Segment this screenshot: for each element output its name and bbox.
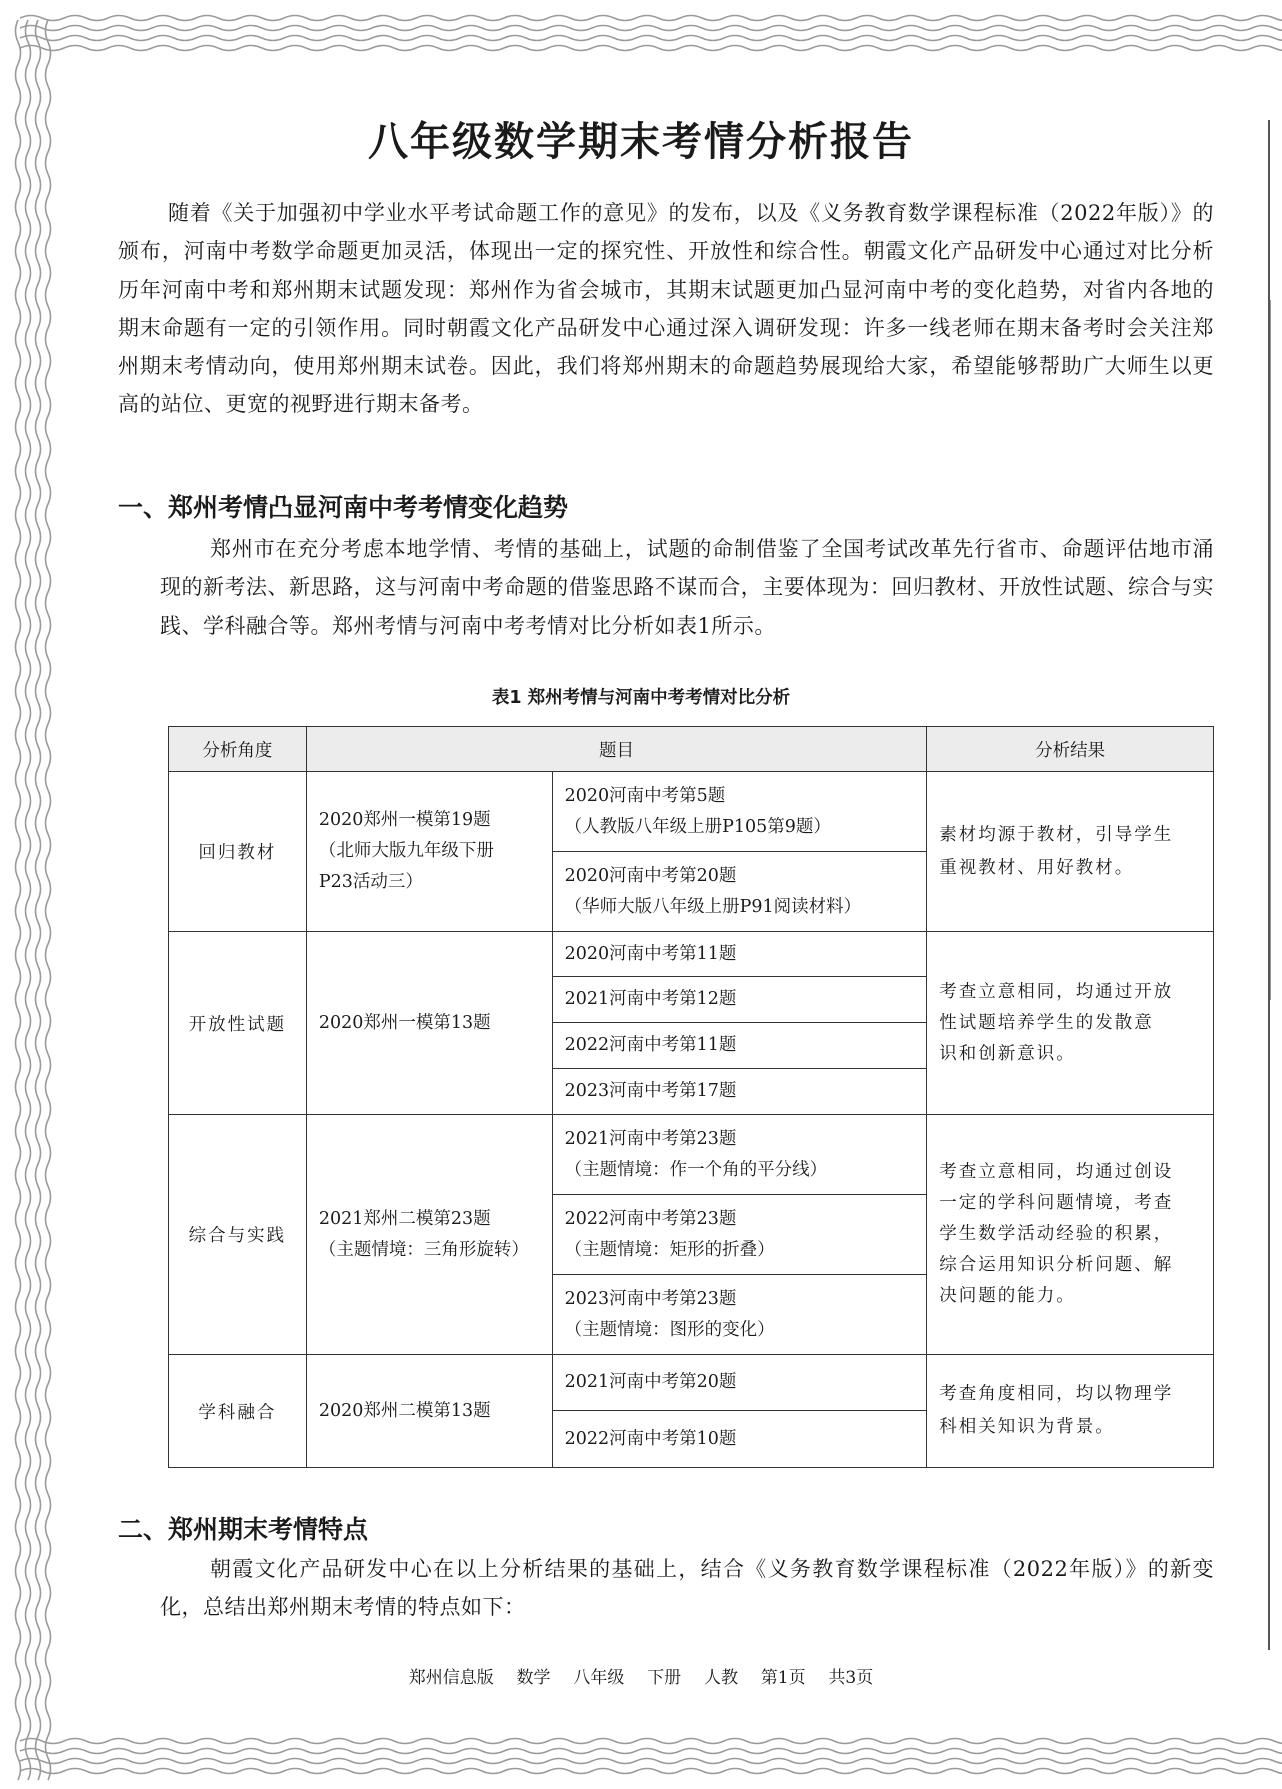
zhengzhou-cell [306,1355,552,1468]
result-line: 考查立意相同，均通过开放 [939,981,1174,1002]
section1-heading: 一、郑州考情凸显河南中考考情变化趋势 [118,493,569,522]
henan-line: 2021河南中考第23题 [564,1128,737,1149]
henan-cell: 2021河南中考第12题 [552,977,927,1023]
henan-cell [552,772,927,852]
intro-paragraph: 随着《关于加强初中学业水平考试命题工作的意见》的发布，以及《义务教育数学课程标准（2022年版）》的颁布，河南中考数学命题更加灵活，体现出一定的探究性、开放性和综合性。朝霞文化产品研发中心通过对比分析历年河南中考和郑州期末试题发现：郑州作为省会城市，其期末试题更加凸显河南中考的变化趋势，对省内各地的期末命题有一定的引领作用。同时朝霞文化产品研发中心通过深入调研发现：许多一线老师在期末备考时会关注郑州期末考情动向，使用郑州期末试卷。因此，我们将郑州期末的命题趋势展现给大家，希望能够帮助广大师生以更高的站位、更宽的视野进行期末备考。 [118,201,1214,417]
zhengzhou-line: 2020郑州二模第13题 [318,1400,491,1421]
table-header-row [169,727,1214,772]
result-line: 学生数学活动经验的积累， [939,1224,1174,1244]
angle-cell: 开放性试题 [169,932,307,1115]
header-angle: 分析角度 [169,727,307,772]
henan-cell [552,1275,927,1355]
table-row [169,772,1214,852]
henan-line: （华师大版八年级上册P91阅读材料） [564,896,862,917]
henan-cell: 2023河南中考第17题 [552,1069,927,1115]
henan-cell: 2022河南中考第11题 [552,1023,927,1069]
result-line: 一定的学科问题情境，考查 [939,1193,1174,1213]
henan-line: （人教版八年级上册P105第9题） [564,816,831,837]
header-result: 分析结果 [927,727,1214,772]
result-cell [927,1355,1214,1468]
henan-line: 2020河南中考第5题 [564,785,726,806]
section1-paragraph: 郑州市在充分考虑本地学情、考情的基础上，试题的命制借鉴了全国考试改革先行省市、命题评估地市涌现的新考法、新思路，这与河南中考命题的借鉴思路不谋而合，主要体现为：回归教材、开放性试题、综合与实践、学科融合等。郑州考情与河南中考考情对比分析如表1所示。 [160,537,1214,638]
henan-cell: 2021河南中考第20题 [552,1355,927,1411]
table-row [169,1115,1214,1195]
henan-cell [552,1195,927,1275]
henan-line: 2023河南中考第23题 [564,1288,737,1309]
result-line: 素材均源于教材，引导学生 [939,824,1174,845]
zhengzhou-cell [306,932,552,1115]
section2-heading: 二、郑州期末考情特点 [118,1515,369,1544]
angle-cell: 综合与实践 [169,1115,307,1355]
zhengzhou-line: P23活动三） [318,872,423,892]
zhengzhou-line: 2020郑州一模第19题 [318,810,491,830]
zhengzhou-line: 2021郑州二模第23题 [318,1208,491,1229]
result-cell [927,1115,1214,1355]
result-cell [927,932,1214,1115]
section2-paragraph: 朝霞文化产品研发中心在以上分析结果的基础上，结合《义务教育数学课程标准（2022年版）》的新变化，总结出郑州期末考情的特点如下： [160,1557,1214,1620]
zhengzhou-line: （北师大版九年级下册 [318,841,494,861]
table-row [169,1355,1214,1411]
result-cell [927,772,1214,932]
henan-line: 2022河南中考第23题 [564,1208,737,1229]
page-footer: 郑州信息版 数学 八年级 下册 人教 第1页 共3页 [408,1668,874,1688]
angle-cell: 学科融合 [169,1355,307,1468]
henan-line: 2020河南中考第20题 [564,865,737,886]
result-line: 重视教材、用好教材。 [939,857,1135,878]
henan-line: （主题情境：图形的变化） [564,1319,775,1340]
zhengzhou-line: （主题情境：三角形旋转） [318,1239,529,1260]
henan-line: （主题情境：作一个角的平分线） [564,1159,828,1180]
zhengzhou-cell [306,1115,552,1355]
comparison-table [168,726,1214,1468]
result-line: 决问题的能力。 [939,1286,1076,1306]
result-line: 考查角度相同，均以物理学 [939,1384,1174,1404]
zhengzhou-line: 2020郑州一模第13题 [318,1012,491,1033]
henan-line: （主题情境：矩形的折叠） [564,1239,775,1260]
result-line: 性试题培养学生的发散意 [939,1012,1154,1033]
angle-cell: 回归教材 [169,772,307,932]
henan-cell [552,1115,927,1195]
zhengzhou-cell [306,772,552,932]
result-line: 考查立意相同，均通过创设 [939,1162,1174,1182]
henan-cell [552,852,927,932]
page-title: 八年级数学期末考情分析报告 [368,119,914,165]
henan-cell: 2022河南中考第10题 [552,1411,927,1468]
henan-cell: 2020河南中考第11题 [552,932,927,977]
result-line: 科相关知识为背景。 [939,1417,1115,1437]
result-line: 识和创新意识。 [939,1043,1076,1064]
table-row [169,932,1214,977]
table-caption: 表1 郑州考情与河南中考考情对比分析 [491,688,791,708]
result-line: 综合运用知识分析问题、解 [939,1255,1174,1275]
header-topic: 题目 [306,727,926,772]
